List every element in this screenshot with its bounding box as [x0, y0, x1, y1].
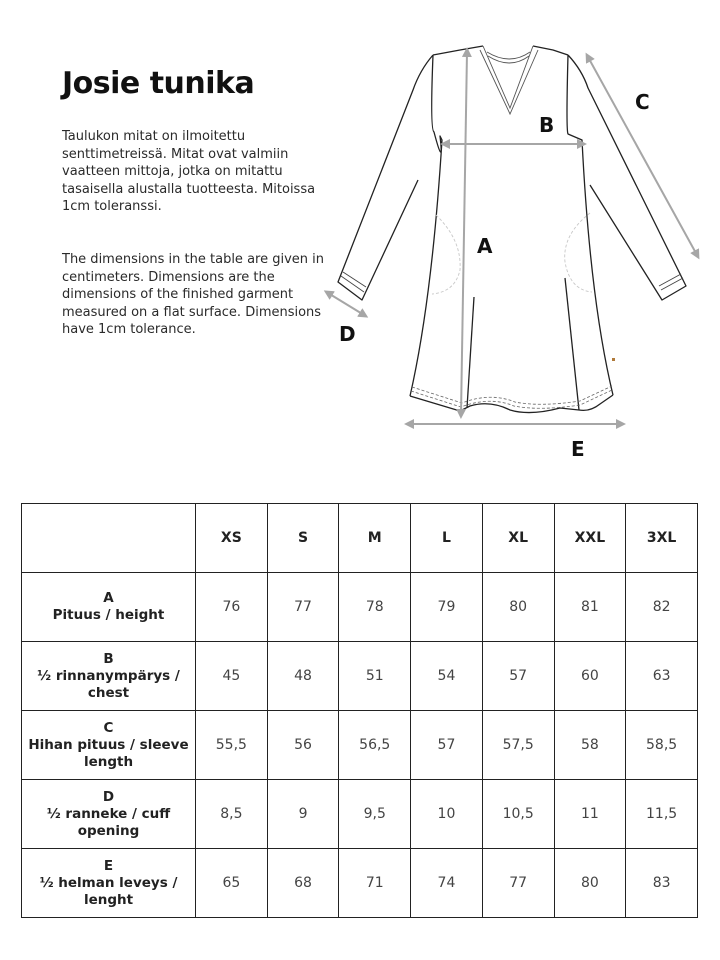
table-cell: 63 — [626, 642, 698, 711]
label-d: D — [339, 322, 356, 346]
corner-cell — [22, 504, 196, 573]
description-english: The dimensions in the table are given in centimeters. Dimensions are the dimensions of the finished garment measured on a flat surface. Dimensions have 1cm tolerance. — [62, 252, 324, 337]
table-cell: 68 — [267, 849, 339, 918]
table-cell: 9 — [267, 780, 339, 849]
table-cell: 80 — [554, 849, 626, 918]
size-header: L — [411, 504, 483, 573]
size-header: XXL — [554, 504, 626, 573]
row-label-text: ½ ranneke / cuff opening — [46, 805, 171, 839]
table-cell: 74 — [411, 849, 483, 918]
row-letter: E — [103, 857, 114, 874]
table-cell: 11,5 — [626, 780, 698, 849]
row-label-text: Hihan pituus / sleeve length — [28, 736, 189, 770]
row-letter: A — [103, 590, 114, 606]
table-row — [22, 711, 698, 780]
table-row — [22, 849, 698, 918]
row-label-text: Pituus / height — [52, 607, 165, 623]
size-header: 3XL — [626, 504, 698, 573]
table-cell: 56 — [267, 711, 339, 780]
table-cell: 10 — [411, 780, 483, 849]
table-cell: 58,5 — [626, 711, 698, 780]
table-cell: 77 — [267, 573, 339, 642]
label-e: E — [571, 437, 585, 461]
label-tag — [612, 358, 615, 361]
table-cell: 9,5 — [339, 780, 411, 849]
table-cell: 81 — [554, 573, 626, 642]
table-cell: 82 — [626, 573, 698, 642]
table-cell: 79 — [411, 573, 483, 642]
row-label-text: ½ rinnanympärys / chest — [37, 667, 180, 701]
row-letter: C — [103, 719, 114, 736]
garment-illustration — [300, 30, 720, 470]
table-cell: 51 — [339, 642, 411, 711]
row-label — [22, 849, 196, 918]
table-cell: 8,5 — [196, 780, 268, 849]
pocket-seams — [432, 213, 592, 294]
table-row — [22, 780, 698, 849]
table-cell: 54 — [411, 642, 483, 711]
table-row — [22, 642, 698, 711]
label-a: A — [477, 234, 493, 258]
row-label — [22, 642, 196, 711]
tunic-outline — [338, 46, 686, 413]
arrow-c-sleeve — [588, 57, 697, 255]
table-cell: 48 — [267, 642, 339, 711]
table-cell: 58 — [554, 711, 626, 780]
size-header: S — [267, 504, 339, 573]
table-cell: 57 — [411, 711, 483, 780]
row-label — [22, 573, 196, 642]
table-cell: 65 — [196, 849, 268, 918]
row-label — [22, 780, 196, 849]
table-cell: 71 — [339, 849, 411, 918]
arrow-d-cuff — [328, 293, 364, 315]
table-cell: 76 — [196, 573, 268, 642]
table-cell: 78 — [339, 573, 411, 642]
table-cell: 57,5 — [482, 711, 554, 780]
description-finnish: Taulukon mitat on ilmoitettu senttimetreissä. Mitat ovat valmiin vaatteen mittoja, jotka on mitattu tasaisella alustalla tuotteesta. Mitoissa 1cm toleranssi. — [62, 129, 316, 214]
table-cell: 55,5 — [196, 711, 268, 780]
neckline-trim — [480, 46, 538, 114]
size-header: M — [339, 504, 411, 573]
table-cell: 45 — [196, 642, 268, 711]
table-cell: 60 — [554, 642, 626, 711]
row-label — [22, 711, 196, 780]
table-cell: 57 — [482, 642, 554, 711]
cuff-trim — [341, 272, 683, 292]
row-letter: D — [102, 788, 115, 805]
row-label-text: ½ helman leveys / lenght — [39, 874, 178, 908]
table-cell: 80 — [482, 573, 554, 642]
table-cell: 11 — [554, 780, 626, 849]
label-b: B — [539, 113, 555, 137]
table-cell: 10,5 — [482, 780, 554, 849]
page-title: Josie tunika — [62, 66, 255, 101]
table-cell: 56,5 — [339, 711, 411, 780]
size-chart-table — [21, 503, 698, 918]
row-letter: B — [103, 650, 114, 667]
size-header: XL — [482, 504, 554, 573]
size-header: XS — [196, 504, 268, 573]
header-row — [22, 504, 698, 573]
table-cell: 83 — [626, 849, 698, 918]
table-cell: 77 — [482, 849, 554, 918]
table-row — [22, 573, 698, 642]
arrow-a-height — [461, 52, 467, 414]
label-c: C — [635, 90, 650, 114]
